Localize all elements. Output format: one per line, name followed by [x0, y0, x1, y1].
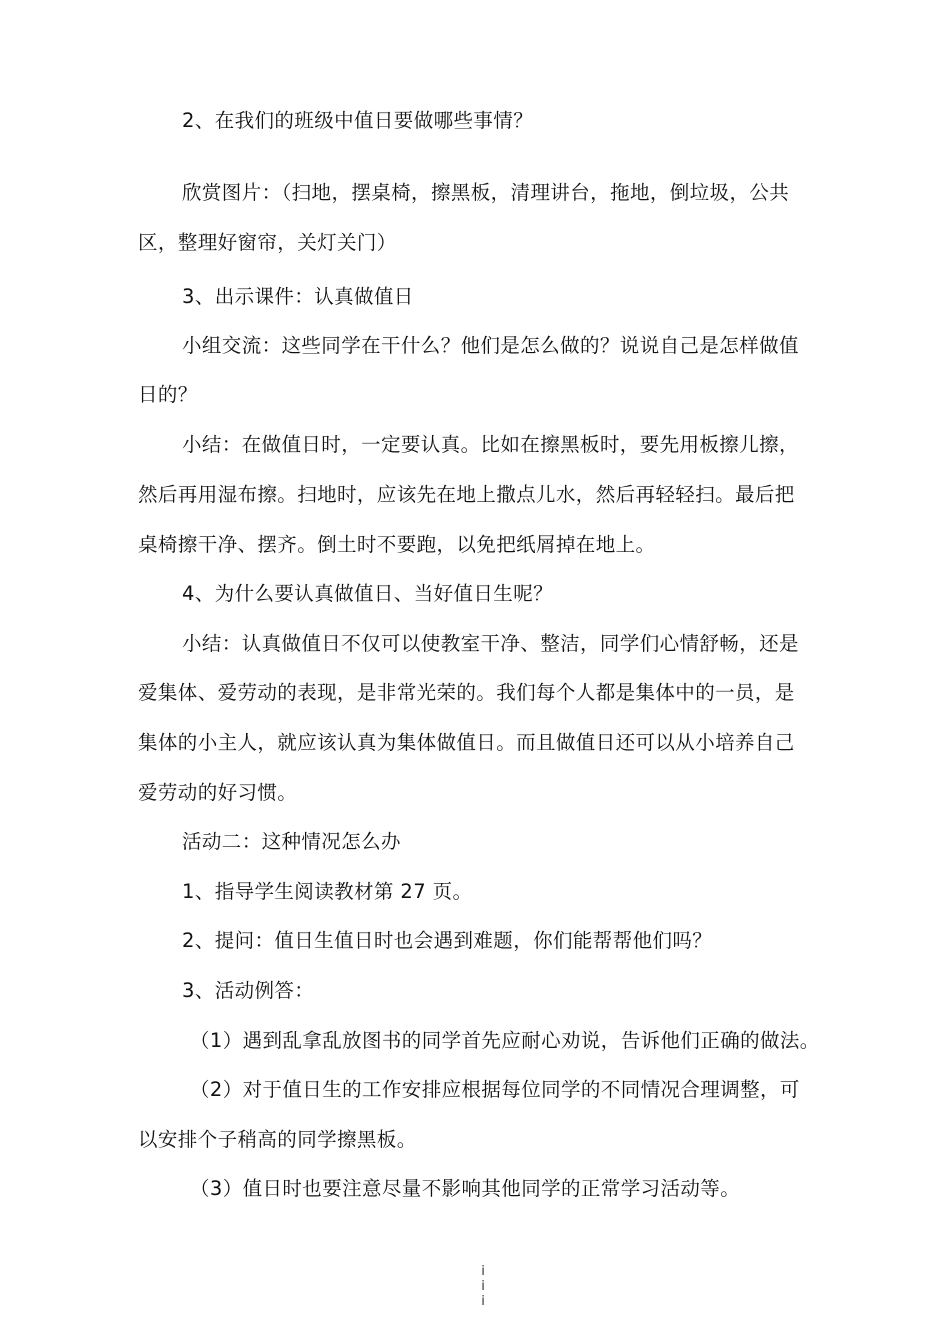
paragraph-line: 欣赏图片：（扫地，摆桌椅，擦黑板，清理讲台，拖地，倒垃圾，公共 [182, 181, 790, 204]
paragraph-line: 以安排个子稍高的同学擦黑板。 [138, 1128, 417, 1151]
paragraph-line: 活动二：这种情况怎么办 [182, 830, 401, 853]
footer-mark: i [481, 1264, 485, 1279]
paragraph-line: 小结：在做值日时，一定要认真。比如在擦黑板时，要先用板擦儿擦， [182, 433, 799, 456]
footer-mark: i [481, 1279, 485, 1294]
paragraph-line: 爱劳动的好习惯。 [138, 781, 298, 804]
paragraph-line: 2、在我们的班级中值日要做哪些事情？ [182, 109, 534, 132]
paragraph-line: 小组交流：这些同学在干什么？他们是怎么做的？说说自己是怎样做值 [182, 334, 799, 357]
paragraph-line: （1）遇到乱拿乱放图书的同学首先应耐心劝说，告诉他们正确的做法。 [190, 1029, 820, 1052]
paragraph-line: 4、为什么要认真做值日、当好值日生呢？ [182, 582, 554, 605]
paragraph-line: （2）对于值日生的工作安排应根据每位同学的不同情况合理调整，可 [190, 1078, 800, 1101]
paragraph-line: 桌椅擦干净、摆齐。倒土时不要跑，以免把纸屑掉在地上。 [138, 533, 656, 556]
paragraph-line: 区，整理好窗帘，关灯关门） [138, 231, 397, 254]
paragraph-line: 2、提问：值日生值日时也会遇到难题，你们能帮帮他们吗？ [182, 929, 713, 952]
paragraph-line: 日的？ [138, 383, 198, 406]
paragraph-line: 爱集体、爱劳动的表现，是非常光荣的。我们每个人都是集体中的一员，是 [138, 681, 795, 704]
paragraph-line: 然后再用湿布擦。扫地时，应该先在地上撒点儿水，然后再轻轻扫。最后把 [138, 483, 795, 506]
footer-mark: i [481, 1294, 485, 1309]
paragraph-line: 3、出示课件：认真做值日 [182, 285, 414, 308]
paragraph-line: 集体的小主人，就应该认真为集体做值日。而且做值日还可以从小培养自己 [138, 731, 795, 754]
paragraph-line: 1、指导学生阅读教材第 27 页。 [182, 880, 473, 903]
paragraph-line: （3）值日时也要注意尽量不影响其他同学的正常学习活动等。 [190, 1177, 741, 1200]
paragraph-line: 小结：认真做值日不仅可以使教室干净、整洁，同学们心情舒畅，还是 [182, 632, 799, 655]
paragraph-line: 3、活动例答： [182, 979, 315, 1002]
